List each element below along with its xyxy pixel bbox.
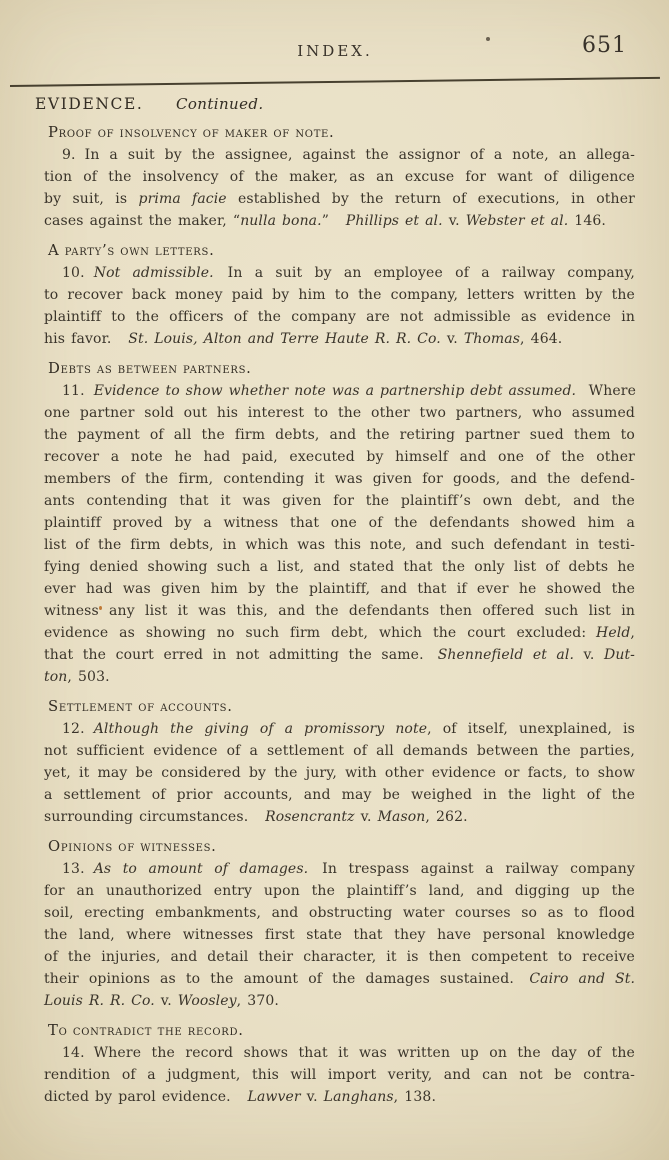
- italic-text: Woosley: [177, 993, 237, 1009]
- text-segment: , 262.: [425, 809, 468, 825]
- text-segment: v.: [300, 1089, 324, 1105]
- em-gap: [329, 224, 346, 225]
- italic-text: Although the giving of a promissory note: [93, 721, 428, 737]
- entry-line: [44, 210, 635, 232]
- text-segment: not sufficient evidence of a settlement of all demands between the parties,: [44, 743, 635, 759]
- text-segment: dicted by parol evidence.: [44, 1089, 231, 1105]
- italic-text: Langhans: [323, 1089, 394, 1105]
- italic-text: prima facie: [138, 191, 227, 207]
- entry-line: [44, 306, 635, 328]
- text-segment: v.: [442, 213, 466, 229]
- entry-line: [44, 512, 635, 534]
- italic-text: St. Louis, Alton and Terre Haute R. R. Co.: [128, 331, 441, 347]
- entry-line: [62, 858, 635, 880]
- entry-line: [44, 644, 635, 666]
- italic-text: Webster et al.: [465, 213, 569, 229]
- entry-line: [44, 1064, 635, 1086]
- text-segment: established by the return of executions, in other: [226, 191, 635, 207]
- section-heading: Debts as between partners.: [48, 360, 252, 377]
- italic-text: Cairo and St.: [529, 971, 635, 987]
- text-segment: , 503.: [67, 669, 110, 685]
- text-segment: , of itself, unexplained, is: [427, 721, 635, 737]
- text-segment: their opinions as to the amount of the damages sustained.: [44, 971, 514, 987]
- entry-line: [44, 424, 635, 446]
- italic-text: Lawver: [247, 1089, 301, 1105]
- entry-line: [44, 556, 635, 578]
- text-segment: yet, it may be considered by the jury, with other evidence or facts, to show: [44, 765, 635, 781]
- section-heading: A party’s own letters.: [48, 242, 215, 259]
- entry-line: [44, 446, 635, 468]
- text-segment: v.: [440, 331, 464, 347]
- entry-line: [44, 666, 635, 688]
- entry-line: [44, 946, 635, 968]
- text-segment: v.: [574, 647, 604, 663]
- text-segment: recover a note he had paid, executed by himself and one of the other: [44, 449, 635, 465]
- text-segment: In a suit by an employee of a railway company,: [227, 265, 635, 281]
- text-segment: v.: [154, 993, 178, 1009]
- italic-text: Shennefield et al.: [437, 647, 574, 663]
- text-segment: tion of the insolvency of the maker, as an excuse for want of diligence: [44, 169, 635, 185]
- index-section: [35, 122, 635, 232]
- entry-line: [44, 468, 635, 490]
- text-segment: In trespass against a railway company: [322, 861, 635, 877]
- text-segment: In a suit by the assignee, against the assignor of a note, an allega-: [84, 147, 635, 163]
- em-gap: [308, 872, 322, 873]
- italic-text: Rosencrantz: [265, 809, 355, 825]
- index-section: [35, 836, 635, 1012]
- em-gap: [231, 1100, 248, 1101]
- entry-line: [44, 188, 635, 210]
- section-heading: Settlement of accounts.: [48, 698, 233, 715]
- italic-text: Not admissible.: [93, 265, 214, 281]
- entry-line: [44, 784, 635, 806]
- entry-line: [44, 806, 635, 828]
- em-gap: [248, 820, 265, 821]
- entry-line: [44, 740, 635, 762]
- page-content: [35, 94, 635, 1108]
- index-sections: [35, 122, 635, 1108]
- section-heading: Proof of insolvency of maker of note.: [48, 124, 335, 141]
- text-segment: witness any list it was this, and the defendants then offered such list in: [44, 603, 635, 619]
- text-segment: cases against the maker, “: [44, 213, 241, 229]
- text-segment: evidence as showing no such firm debt, which the court excluded:: [44, 625, 587, 641]
- em-gap: [214, 276, 228, 277]
- entry-line: [44, 534, 635, 556]
- entry-line: [44, 600, 635, 622]
- text-segment: a settlement of prior accounts, and may be weighed in the light of the: [44, 787, 635, 803]
- em-gap: [424, 658, 438, 659]
- text-segment: to recover back money paid by him to the company, letters written by the: [44, 287, 635, 303]
- text-segment: ever had was given him by the plaintiff, and that if ever he showed the: [44, 581, 635, 597]
- entry-line: [44, 578, 635, 600]
- entry-line: [62, 1042, 635, 1064]
- italic-text: Louis R. R. Co.: [44, 993, 155, 1009]
- text-segment: , 464.: [520, 331, 563, 347]
- entry-line: [44, 328, 635, 350]
- entry-line: [62, 718, 635, 740]
- entry-line: [44, 490, 635, 512]
- entry-line: [62, 262, 635, 284]
- entry-line: [44, 924, 635, 946]
- entry-line: [44, 902, 635, 924]
- italic-text: Mason: [377, 809, 426, 825]
- entry-number: 9.: [62, 147, 76, 163]
- italic-text: Evidence to show whether note was a partnership debt assumed.: [93, 383, 577, 399]
- index-entry: [35, 144, 635, 232]
- italic-text: ton: [44, 669, 68, 685]
- entry-number: 14.: [62, 1045, 85, 1061]
- section-heading: Opinions of witnesses.: [48, 838, 217, 855]
- index-section: [35, 240, 635, 350]
- section-heading: To contradict the record.: [48, 1022, 244, 1039]
- text-segment: Where: [588, 383, 637, 399]
- index-section: [35, 358, 635, 688]
- entry-line: [62, 380, 635, 402]
- entry-number: 11.: [62, 383, 85, 399]
- entry-line: [44, 968, 635, 990]
- entry-line: [44, 622, 635, 644]
- entry-number: 13.: [62, 861, 85, 877]
- text-segment: v.: [354, 809, 378, 825]
- text-segment: soil, erecting embankments, and obstructing water courses so as to flood: [44, 905, 635, 921]
- index-section: [35, 1020, 635, 1108]
- italic-text: nulla bona.: [240, 213, 322, 229]
- index-term-continued: Continued.: [175, 95, 264, 113]
- em-gap: [514, 982, 529, 983]
- running-title: INDEX.: [297, 42, 373, 60]
- text-segment: ”: [321, 213, 329, 229]
- text-segment: one partner sold out his interest to the other two partners, who assumed: [44, 405, 635, 421]
- text-segment: ,: [630, 625, 635, 641]
- index-entry: [35, 1042, 635, 1108]
- text-segment: his favor.: [44, 331, 112, 347]
- text-segment: the land, where witnesses first state that they have personal knowledge: [44, 927, 635, 943]
- em-gap: [112, 342, 129, 343]
- entry-line: [44, 402, 635, 424]
- text-segment: , 138.: [393, 1089, 437, 1105]
- text-segment: surrounding circumstances.: [44, 809, 249, 825]
- text-segment: Where the record shows that it was written up on the day of the: [93, 1045, 635, 1061]
- text-segment: members of the firm, contending it was given for goods, and the defend-: [44, 471, 635, 487]
- text-segment: fying denied showing such a list, and stated that the only list of debts he: [44, 559, 635, 575]
- text-segment: , 370.: [236, 993, 280, 1009]
- entry-line: [62, 144, 635, 166]
- italic-text: Phillips et al.: [345, 213, 443, 229]
- index-entry: [35, 718, 635, 828]
- index-term-title: EVIDENCE.: [35, 95, 144, 113]
- text-segment: rendition of a judgment, this will import verity, and can not be contra-: [44, 1067, 635, 1083]
- italic-text: Thomas: [463, 331, 521, 347]
- text-segment: plaintiff to the officers of the company are not admissible as evidence in: [44, 309, 635, 325]
- italic-text: Dut-: [604, 647, 635, 663]
- index-section: [35, 696, 635, 828]
- italic-text: Held: [596, 625, 631, 641]
- italic-text: As to amount of damages.: [93, 861, 309, 877]
- entry-number: 12.: [62, 721, 85, 737]
- scan-speck: [486, 37, 490, 41]
- entry-line: [44, 880, 635, 902]
- text-segment: the payment of all the firm debts, and the retiring partner sued them to: [44, 427, 635, 443]
- text-segment: 146.: [568, 213, 607, 229]
- text-segment: ants contending that it was given for the plaintiff’s own debt, and the: [44, 493, 635, 509]
- text-segment: by suit, is: [44, 191, 139, 207]
- text-segment: for an unauthorized entry upon the plaintiff’s land, and digging up the: [44, 883, 635, 899]
- em-gap: [586, 636, 596, 637]
- text-segment: plaintiff proved by a witness that one of the defendants showed him a: [44, 515, 635, 531]
- entry-line: [44, 990, 635, 1012]
- text-segment: that the court erred in not admitting the same.: [44, 647, 424, 663]
- text-segment: list of the firm debts, in which was this note, and such defendant in testi-: [44, 537, 635, 553]
- em-gap: [576, 394, 589, 395]
- text-segment: of the injuries, and detail their character, it is then competent to receive: [44, 949, 635, 965]
- entry-line: [44, 1086, 635, 1108]
- page-number: 651: [582, 33, 627, 58]
- entry-number: 10.: [62, 265, 85, 281]
- index-entry: [35, 380, 635, 688]
- index-entry: [35, 858, 635, 1012]
- entry-line: [44, 166, 635, 188]
- entry-line: [44, 762, 635, 784]
- index-term-heading: [35, 94, 635, 114]
- header-rule: [10, 77, 660, 87]
- index-entry: [35, 262, 635, 350]
- entry-line: [44, 284, 635, 306]
